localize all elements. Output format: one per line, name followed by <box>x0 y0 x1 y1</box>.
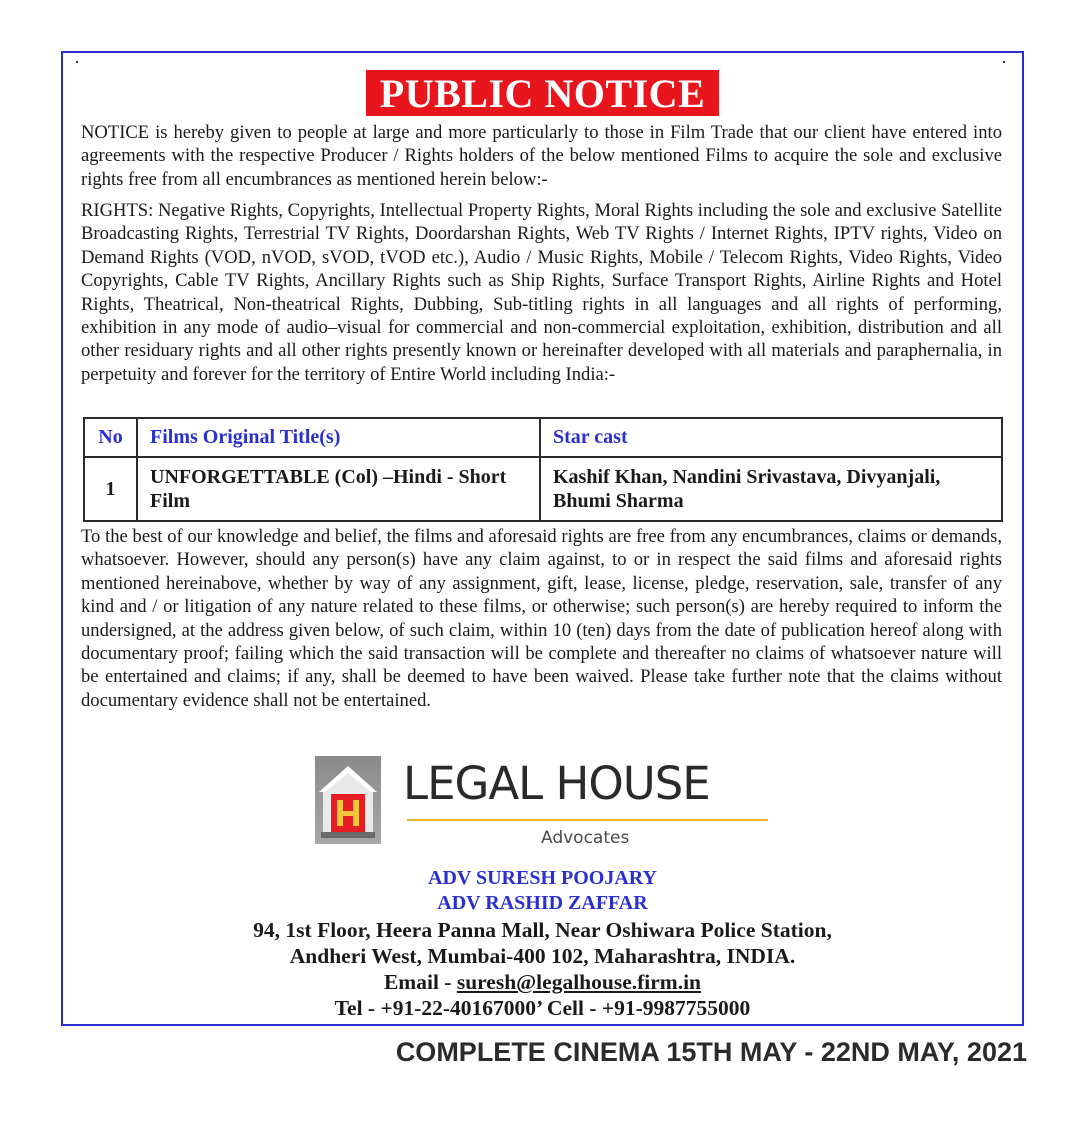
cell-title: UNFORGETTABLE (Col) –Hindi - Short Film <box>137 457 540 521</box>
header-no: No <box>84 418 137 457</box>
header-title: Films Original Title(s) <box>137 418 540 457</box>
cell-no: 1 <box>84 457 137 521</box>
advocates-block <box>63 866 1022 916</box>
films-table <box>83 417 1003 522</box>
advocate-name: ADV SURESH POOJARY <box>428 867 657 889</box>
corner-dot <box>76 61 78 63</box>
address-line: Andheri West, Mumbai-400 102, Maharashtra, INDIA. <box>289 944 796 968</box>
table-row <box>84 457 1002 521</box>
table-header-row <box>84 418 1002 457</box>
cell-cast: Kashif Khan, Nandini Srivastava, Divyanjali, Bhumi Sharma <box>540 457 1002 521</box>
logo-name: LEGAL HOUSE <box>403 757 710 810</box>
phone-line: Tel - +91-22-40167000’ Cell - +91-9987755000 <box>334 996 751 1020</box>
claims-paragraph: To the best of our knowledge and belief, the films and aforesaid rights are free from any encumbrances, claims or demands, whatsoever. However, should any person(s) have any claim against, to or in respect the said films and aforesaid rights mentioned hereinabove, whether by way of any assignment, gift, lease, license, pledge, reservation, sale, transfer of any kind and / or litigation of any nature related to these films, or otherwise; such person(s) are hereby required to inform the undersigned, at the address given below, of such claim, within 10 (ten) days from the date of publication hereof along with documentary proof; failing which the said transaction will be complete and thereafter no claims of whatsoever nature will be entertained and claims; if any, shall be deemed to have been waived. Please take further note that the claims without documentary evidence shall not be entertained. <box>81 526 1002 711</box>
email-line <box>63 969 1022 995</box>
publication-footer: COMPLETE CINEMA 15TH MAY - 22ND MAY, 2021 <box>395 1037 1027 1067</box>
logo-subtitle: Advocates <box>541 828 630 848</box>
address-block <box>63 917 1022 1021</box>
address-line: 94, 1st Floor, Heera Panna Mall, Near Oshiwara Police Station, <box>253 918 832 942</box>
corner-dot <box>1003 61 1005 63</box>
rights-paragraph: RIGHTS: Negative Rights, Copyrights, Intellectual Property Rights, Moral Rights including the sole and exclusive Satellite Broadcasting Rights, Terrestrial TV Rights, Doordarshan Rights, Web TV Rights / Internet Rights, IPTV rights, Video on Demand Rights (VOD, nVOD, sVOD, tVOD etc.), Audio / Music Rights, Mobile / Telecom Rights, Video Rights, Video Copyrights, Cable TV Rights, Ancillary Rights such as Ship Rights, Surface Transport Rights, Airline Rights and Hotel Rights, Theatrical, Non-theatrical Rights, Dubbing, Sub-titling rights in all languages and all rights of performing, exhibition in any mode of audio–visual for commercial and non-commercial exploitation, exhibition, distribution and all other residuary rights and all other rights presently known or hereinafter developed with all materials and paraphernalia, in perpetuity and forever for the territory of Entire World including India:- <box>81 200 1002 385</box>
advocate-name: ADV RASHID ZAFFAR <box>437 892 648 914</box>
email-label: Email - <box>383 970 457 994</box>
header-cast: Star cast <box>540 418 1002 457</box>
logo-underline <box>407 819 768 821</box>
page-title: PUBLIC NOTICE <box>366 70 719 116</box>
legal-house-logo <box>315 756 775 856</box>
notice-frame <box>61 51 1024 1026</box>
title-wrap <box>63 70 1022 116</box>
intro-paragraph: NOTICE is hereby given to people at large and more particularly to those in Film Trade that our client have entered into agreements with the respective Producer / Rights holders of the below mentioned Films to acquire the sole and exclusive rights free from all encumbrances as mentioned herein below:- <box>81 122 1002 190</box>
email-link[interactable]: suresh@legalhouse.firm.in <box>456 970 702 994</box>
house-logo-icon <box>315 756 381 844</box>
